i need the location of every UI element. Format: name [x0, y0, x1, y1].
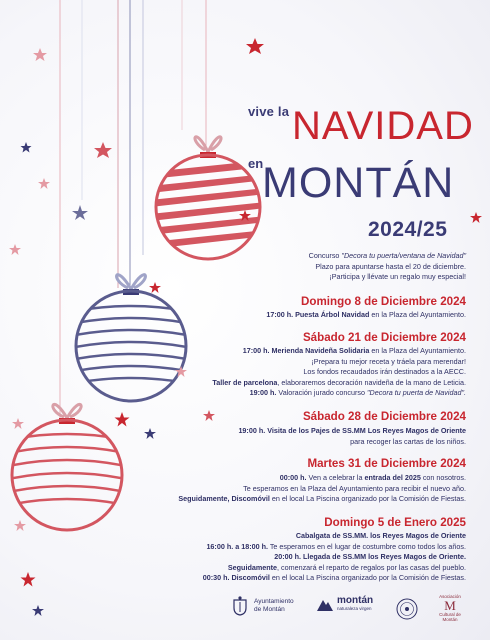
- event-4-line-3b: en el local La Piscina organizado por la Comisión de Fiestas.: [269, 494, 466, 504]
- event-1-line-1a: 17:00 h. Puesta Árbol Navidad: [266, 310, 370, 319]
- asociacion-label-3: Montán: [442, 617, 458, 622]
- event-5-line-4a: Seguidamente: [227, 562, 278, 572]
- intro-line-3: ¡Participa y llévate un regalo muy especial!: [329, 272, 466, 282]
- event-4-body: [178, 473, 466, 505]
- montan-brand-tagline: naturaleza virgen: [337, 606, 372, 611]
- event-2-line-3: Los fondos recaudados irán destinados a la AECC.: [303, 367, 466, 377]
- event-2-line-1b: en la Plaza del Ayuntamiento.: [369, 346, 466, 355]
- event-1-body: [266, 310, 466, 321]
- event-3-date: Sábado 28 de Diciembre 2024: [302, 410, 466, 423]
- event-4-line-2: Te esperamos en la Plaza del Ayuntamiento para recibir el nuevo año.: [243, 483, 466, 493]
- event-5-line-3a: 20:00 h. Llegada de SS.MM los Reyes Magos de Oriente.: [274, 552, 466, 562]
- event-1-line-1b: en la Plaza del Ayuntamiento.: [369, 310, 466, 319]
- seal-icon: [396, 598, 418, 620]
- asociacion-label-1: Asociación: [439, 594, 461, 599]
- seal-logo: [396, 598, 418, 625]
- event-3-body: [238, 426, 466, 447]
- ayuntamiento-label-1: Ayuntamiento: [254, 598, 294, 605]
- event-2-line-4b: , elaboraremos decoración navideña de la mano de Leticia.: [277, 377, 466, 387]
- intro-line-2: Plazo para apuntarse hasta el 20 de diciembre.: [315, 261, 466, 271]
- event-4-line-1a: 00:00 h.: [279, 473, 307, 482]
- asociacion-logo: [430, 594, 470, 623]
- event-2-body: [212, 346, 466, 399]
- title-year: 2024/25: [368, 218, 448, 241]
- event-5-line-5a: 00:30 h. Discomóvil: [202, 573, 270, 583]
- intro-line-1a: Concurso: [308, 251, 342, 260]
- title-montan: MONTÁN: [262, 159, 455, 207]
- ayuntamiento-label-2: de Montán: [254, 606, 285, 613]
- asociacion-label-2: Cultural de: [439, 611, 461, 617]
- event-3-line-2: para recoger las cartas de los niños.: [350, 436, 466, 446]
- event-4-line-3a: Seguidamente, Discomóvil: [178, 494, 270, 504]
- event-2-line-5b: Valoración jurado concurso: [276, 388, 367, 398]
- event-4-line-1d: con nosotros.: [420, 473, 466, 482]
- event-5-date: Domingo 5 de Enero 2025: [324, 516, 466, 529]
- event-4-date: Martes 31 de Diciembre 2024: [307, 457, 466, 470]
- event-5-line-2b: Te esperamos en el lugar de costumbre como todos los años.: [267, 541, 466, 551]
- event-5-body: [203, 531, 466, 584]
- event-2-date: Sábado 21 de Diciembre 2024: [302, 331, 466, 344]
- event-5-line-4b: , comenzará el reparto de regalos por las casas del pueblo.: [277, 562, 466, 572]
- event-5-line-1: Cabalgata de SS.MM. los Reyes Magos de Oriente: [295, 531, 466, 540]
- montan-brand-name: montán: [337, 595, 374, 606]
- event-5-line-5b: en el local La Piscina organizado por la Comisión de Fiestas.: [269, 573, 466, 583]
- coat-of-arms-icon: [232, 596, 248, 616]
- title-en: en: [248, 156, 264, 171]
- ayuntamiento-logo: [232, 596, 294, 616]
- title-vive: vive la: [248, 104, 290, 119]
- event-3-line-1: 19:00 h. Visita de los Pajes de SS.MM Los Reyes Magos de Oriente: [238, 426, 466, 435]
- montan-brand-logo: [316, 596, 373, 612]
- event-5-line-2a: 16:00 h. a 18:00 h.: [206, 541, 268, 551]
- intro-block: [309, 251, 466, 283]
- ornament-middle: [70, 275, 192, 401]
- event-2-line-2: ¡Prepara tu mejor receta y tráela para merendar!: [311, 356, 466, 366]
- event-1-date: Domingo 8 de Diciembre 2024: [301, 295, 466, 308]
- ornament-bottom: [8, 404, 126, 530]
- event-2-line-5c: "Decora tu puerta de Navidad".: [367, 388, 466, 398]
- event-2-line-4a: Taller de parcelona: [212, 377, 278, 387]
- title-navidad: NAVIDAD: [292, 104, 474, 148]
- event-2-line-1a: 17:00 h. Merienda Navideña Solidaria: [242, 346, 370, 355]
- event-4-line-1b: Ven a celebrar la: [306, 473, 365, 482]
- intro-line-1b: "Decora tu puerta/ventana de Navidad": [341, 251, 466, 260]
- event-4-line-1c: entrada del 2025: [364, 473, 421, 482]
- event-2-line-5a: 19:00 h.: [249, 388, 277, 398]
- asociacion-initial: M: [444, 597, 456, 613]
- mountain-icon: [316, 596, 334, 612]
